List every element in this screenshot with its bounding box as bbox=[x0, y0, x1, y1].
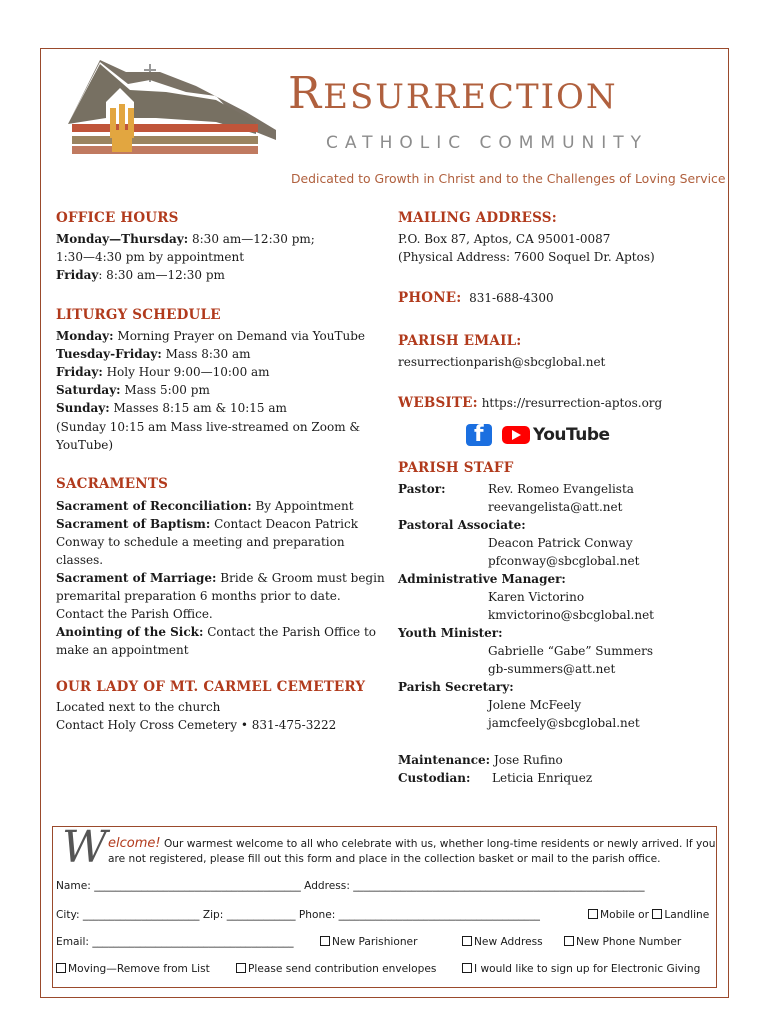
liturgy-item: Sunday: Masses 8:15 am & 10:15 am bbox=[56, 401, 287, 415]
staff-email[interactable]: kmvictorino@sbcglobal.net bbox=[488, 608, 655, 622]
welcome-initial: W bbox=[62, 822, 108, 873]
option-moving[interactable]: Moving—Remove from List bbox=[56, 963, 210, 975]
staff-label: Youth Minister: bbox=[398, 626, 503, 640]
office-hours-line2: 1:30—4:30 pm by appointment bbox=[56, 250, 245, 264]
option-new-address[interactable]: New Address bbox=[462, 936, 543, 948]
maintenance-row: Maintenance: Jose Rufino bbox=[398, 753, 563, 767]
office-hours-line1: Monday—Thursday: 8:30 am—12:30 pm; bbox=[56, 232, 315, 246]
youtube-label: YouTube bbox=[533, 425, 610, 445]
sacraments-heading: SACRAMENTS bbox=[56, 476, 169, 492]
checkbox[interactable] bbox=[462, 963, 472, 973]
parish-email[interactable]: resurrectionparish@sbcglobal.net bbox=[398, 355, 606, 369]
option-new-parishioner[interactable]: New Parishioner bbox=[320, 936, 417, 948]
checkbox[interactable] bbox=[56, 963, 66, 973]
tagline: Dedicated to Growth in Christ and to the Challenges of Loving Service bbox=[291, 171, 726, 186]
sacrament-baptism: Sacrament of Baptism: Contact Deacon Patrick Conway to schedule a meeting and preparation classes. bbox=[56, 517, 358, 567]
liturgy-item: Friday: Holy Hour 9:00—10:00 am bbox=[56, 365, 270, 379]
staff-name: Gabrielle “Gabe” Summers bbox=[488, 644, 653, 658]
staff-email[interactable]: pfconway@sbcglobal.net bbox=[488, 554, 640, 568]
mailing-line2: (Physical Address: 7600 Soquel Dr. Aptos) bbox=[398, 250, 655, 264]
checkbox[interactable] bbox=[320, 936, 330, 946]
liturgy-note: (Sunday 10:15 am Mass live-streamed on Zoom & YouTube) bbox=[56, 420, 361, 452]
youtube-icon[interactable] bbox=[502, 426, 530, 444]
option-envelopes[interactable]: Please send contribution envelopes bbox=[236, 963, 436, 975]
cemetery-line1: Located next to the church bbox=[56, 700, 221, 714]
office-hours-line3: Friday: 8:30 am—12:30 pm bbox=[56, 268, 225, 282]
website-link[interactable]: https://resurrection-aptos.org bbox=[481, 396, 663, 410]
welcome-line1: elcome! Our warmest welcome to all who celebrate with us, whether long-time residents or newly arrived. If you bbox=[108, 836, 716, 851]
liturgy-item: Monday: Morning Prayer on Demand via YouTube bbox=[56, 329, 366, 343]
staff-email[interactable]: reevangelista@att.net bbox=[488, 500, 623, 514]
staff-label: Pastor: bbox=[398, 482, 446, 496]
option-new-phone[interactable]: New Phone Number bbox=[564, 936, 681, 948]
staff-name: Deacon Patrick Conway bbox=[488, 536, 633, 550]
staff-name: Rev. Romeo Evangelista bbox=[488, 482, 634, 496]
website-row: WEBSITE: https://resurrection-aptos.org bbox=[398, 395, 663, 411]
staff-label: Administrative Manager: bbox=[398, 572, 566, 586]
option-electronic-giving[interactable]: I would like to sign up for Electronic Giving bbox=[462, 963, 700, 975]
cemetery-line2: Contact Holy Cross Cemetery • 831-475-3222 bbox=[56, 718, 337, 732]
staff-email[interactable]: jamcfeely@sbcglobal.net bbox=[488, 716, 640, 730]
sacrament-marriage: Sacrament of Marriage: Bride & Groom must begin premarital preparation 6 months prior to date. Contact the Parish Office. bbox=[56, 571, 385, 621]
sacrament-reconciliation: Sacrament of Reconciliation: By Appointment bbox=[56, 499, 354, 513]
staff-name: Karen Victorino bbox=[488, 590, 585, 604]
liturgy-item: Saturday: Mass 5:00 pm bbox=[56, 383, 210, 397]
office-hours-heading: OFFICE HOURS bbox=[56, 210, 179, 226]
mailing-heading: MAILING ADDRESS: bbox=[398, 210, 557, 226]
checkbox[interactable] bbox=[588, 909, 598, 919]
staff-label: Custodian: bbox=[398, 771, 471, 785]
name-address-field[interactable]: Name: _______________________________________ Address: _______________________________________________________ bbox=[56, 880, 645, 892]
cemetery-heading: OUR LADY OF MT. CARMEL CEMETERY bbox=[56, 679, 366, 695]
brand-subtitle: CATHOLIC COMMUNITY bbox=[326, 133, 649, 153]
staff-label: Parish Secretary: bbox=[398, 680, 514, 694]
mailing-line1: P.O. Box 87, Aptos, CA 95001-0087 bbox=[398, 232, 611, 246]
email-heading: PARISH EMAIL: bbox=[398, 333, 522, 349]
staff-name: Jolene McFeely bbox=[488, 698, 582, 712]
facebook-icon[interactable]: f bbox=[466, 424, 492, 446]
checkbox[interactable] bbox=[236, 963, 246, 973]
liturgy-item: Tuesday-Friday: Mass 8:30 am bbox=[56, 347, 251, 361]
welcome-line2: are not registered, please fill out this form and place in the collection basket or mail to the parish office. bbox=[108, 853, 661, 865]
staff-heading: PARISH STAFF bbox=[398, 460, 514, 476]
phone-type-option[interactable]: Mobile or Landline bbox=[588, 909, 709, 921]
sacrament-anointing: Anointing of the Sick: Contact the Parish Office to make an appointment bbox=[56, 625, 377, 657]
checkbox[interactable] bbox=[564, 936, 574, 946]
staff-name: Leticia Enriquez bbox=[492, 771, 593, 785]
staff-label: Pastoral Associate: bbox=[398, 518, 526, 532]
email-field[interactable]: Email: ______________________________________ bbox=[56, 936, 294, 948]
city-zip-phone-field[interactable]: City: ______________________ Zip: _____________ Phone: ______________________________________ bbox=[56, 909, 540, 921]
checkbox[interactable] bbox=[652, 909, 662, 919]
church-logo bbox=[66, 60, 286, 170]
staff-email[interactable]: gb-summers@att.net bbox=[488, 662, 616, 676]
checkbox[interactable] bbox=[462, 936, 472, 946]
phone-row: PHONE: 831-688-4300 bbox=[398, 290, 554, 306]
brand-title: RESURRECTION bbox=[288, 68, 618, 119]
liturgy-heading: LITURGY SCHEDULE bbox=[56, 307, 221, 323]
